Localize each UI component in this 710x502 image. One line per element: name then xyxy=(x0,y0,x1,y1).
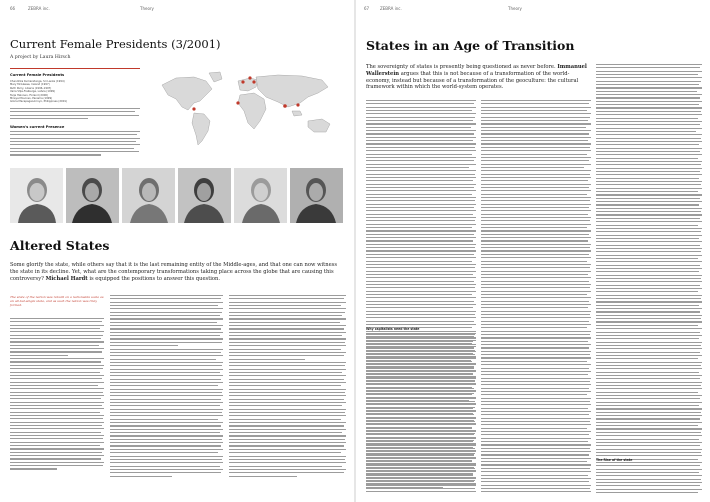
portrait-photo xyxy=(178,168,231,223)
list-item: Gloria Macapagal-Arroyo, Philippines (2001) xyxy=(10,100,68,104)
box-heading: Women's current Presence xyxy=(10,125,65,129)
article-lede xyxy=(10,262,346,282)
portrait-photo xyxy=(122,168,175,223)
list-item: Vaira Vīķe-Freiberga, Latvia (1999) xyxy=(10,90,56,94)
page-number: 66 xyxy=(10,6,16,11)
portrait-photo xyxy=(234,168,287,223)
author-name: Immanuel Wallerstein xyxy=(366,64,587,77)
page-subtitle: A project by Laura Hirsch xyxy=(10,55,71,60)
portrait-photo xyxy=(66,168,119,223)
running-head: ZEBRA inc. xyxy=(28,6,50,11)
body-column xyxy=(481,100,591,494)
portrait-row xyxy=(10,168,346,223)
page-number: 67 xyxy=(364,6,370,11)
section-subheading: Why capitalists need the state xyxy=(366,327,420,331)
section-label: Theory xyxy=(508,6,522,11)
lede-text-tail: is equipped the positions to answer this question. xyxy=(87,275,221,282)
right-page xyxy=(356,0,710,502)
list-item: Tarja Halonen, Finland (2000) xyxy=(10,93,49,97)
running-head: ZEBRA inc. xyxy=(380,6,402,11)
page-title: States in an Age of Transition xyxy=(366,38,575,53)
lede-text: Some glorify the state, while others say that it is the last remaining entity of the Middle-ages, and that one can now witness the state in its decline. Yet, what are the contemporary transformations taking place across the globe that are causing this controversy? xyxy=(10,262,337,282)
section-label: Theory xyxy=(140,6,154,11)
body-column xyxy=(596,64,702,494)
accent-rule xyxy=(10,68,140,69)
body-column xyxy=(110,295,223,479)
body-column xyxy=(366,333,476,490)
portrait-photo xyxy=(10,168,63,223)
author-name: Michael Hardt xyxy=(45,275,88,282)
list-item: Mary McAleese, Ireland (1997) xyxy=(10,83,50,87)
page-title: Current Female Presidents (3/2001) xyxy=(10,37,221,51)
article-lede xyxy=(366,64,588,91)
body-column xyxy=(229,295,346,479)
section-subheading: The Rise of the state xyxy=(596,458,633,462)
list-item: Mireya Moscoso, Panama (1999) xyxy=(10,97,53,101)
section-title: Altered States xyxy=(10,238,110,253)
list-item: Chandrika Kumaratunga, Sri Lanka (1994) xyxy=(10,80,65,83)
body-text-block xyxy=(10,131,140,158)
portrait-photo xyxy=(290,168,343,223)
lede-text-tail: argues that this is not because of a transformation of the world-economy, instead but because of a transformation of the geoculture: the cultural framework within which the world-system operates. xyxy=(366,70,579,91)
president-list xyxy=(10,80,67,104)
pull-quote: The state of the nation was rebuilt on a nationwide scale as an all-but-single state, and as such the nation was truly formed. xyxy=(10,295,104,307)
list-item: Ruth Perry, Liberia (1996–1997) xyxy=(10,86,52,90)
world-map xyxy=(154,69,344,151)
body-column xyxy=(10,318,104,472)
lede-text: The sovereignty of states is presently being questioned as never before. xyxy=(366,64,558,70)
body-text-block xyxy=(10,108,140,121)
box-heading: Current Female Presidents xyxy=(10,73,65,77)
left-page xyxy=(0,0,354,502)
